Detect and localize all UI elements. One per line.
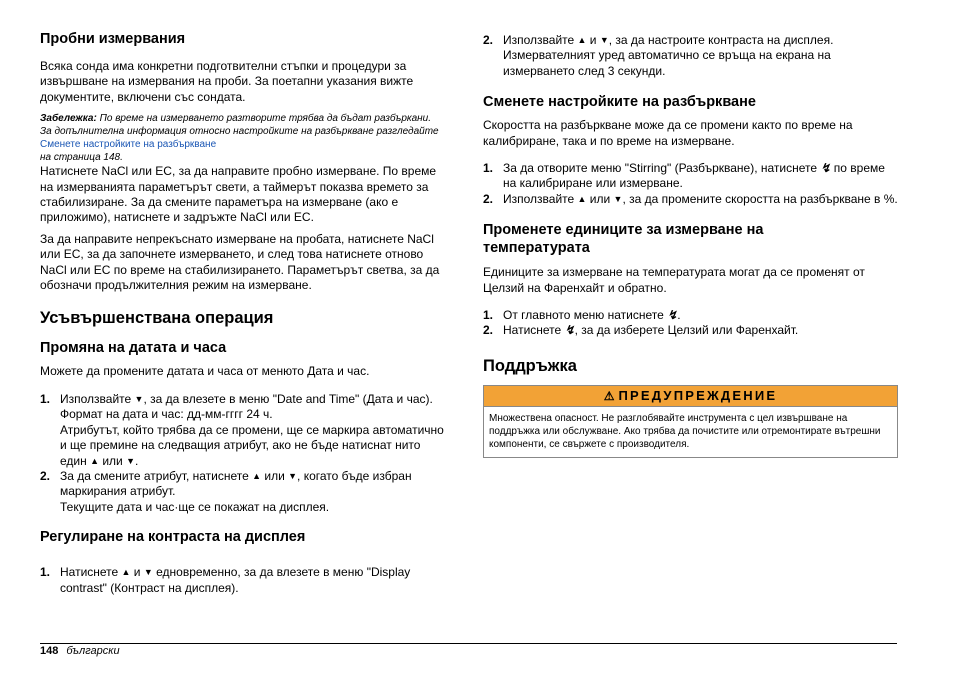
step-number: 2. — [483, 323, 494, 338]
up-arrow-icon: ▲ — [577, 35, 587, 45]
temp-steps — [483, 308, 898, 339]
contrast-steps — [40, 565, 445, 596]
warning-title: ПРЕДУПРЕЖДЕНИЕ — [618, 387, 778, 403]
section-title-test: Пробни измервания — [40, 31, 186, 47]
footer-language: български — [66, 645, 120, 657]
stir-wand-icon: ↯ — [667, 308, 678, 323]
note — [40, 112, 445, 164]
page-number: 148 — [40, 645, 59, 657]
section-title-contrast: Регулиране на контраста на дисплея — [40, 529, 306, 546]
section-title-advanced: Усъвършенствана операция — [40, 309, 274, 328]
footer-divider — [40, 643, 897, 644]
contrast-steps-continued — [483, 33, 898, 79]
note-label: Забележка: — [40, 113, 97, 125]
list-item: 2. Натиснете ↯, за да изберете Целзий или Фаренхайт. — [483, 323, 799, 338]
up-arrow-icon: ▲ — [121, 567, 131, 578]
up-arrow-icon: ▲ — [90, 455, 99, 466]
right-column — [483, 30, 898, 458]
list-item: 1. За да отворите меню "Stirring" (Разбъркване), натиснете ↯ по време на калибриране или измерване. — [483, 161, 885, 191]
warning-box — [483, 385, 898, 458]
up-arrow-icon: ▲ — [252, 470, 262, 481]
test-paragraph-3: За да направите непрекъснато измерване на пробата, натиснете NaCl или EC, за да започнете измерването, и след това натиснете отново NaCl или EC по време на стабилизирането. Параметърът светва, за да обозначи продължителния режим на измерване. — [40, 231, 440, 293]
down-arrow-icon: ▼ — [134, 393, 144, 404]
section-title-date: Промяна на датата и часа — [40, 340, 227, 357]
list-item: 1. От главното меню натиснете ↯. — [483, 308, 681, 323]
note-link[interactable]: Сменете настройките на разбъркване — [40, 139, 217, 151]
warning-triangle-icon: ⚠ — [603, 388, 615, 403]
stir-wand-icon: ↯ — [564, 323, 575, 338]
warning-text: Множествена опасност. Не разглобявайте инструмента с цел извършване на поддръжка или обслужване. Ако трябва да почистите или отремонтирате вътрешни компоненти, се свържете с производителя. — [489, 412, 881, 450]
down-arrow-icon: ▼ — [613, 193, 623, 204]
down-arrow-icon: ▼ — [599, 35, 609, 45]
down-arrow-icon: ▼ — [143, 567, 153, 578]
step-number: 2. — [40, 468, 51, 483]
step-number: 1. — [40, 565, 51, 580]
up-arrow-icon: ▲ — [577, 193, 587, 204]
test-paragraph-2: Натиснете NaCl или EC, за да направите пробно измерване. По време на измерванията параметърът свети, а таймерът показва времето за стабилизиране. За да смените параметъра на измерване (ако е приложимо), натиснете и задръжте NaCl или EC. — [40, 164, 437, 225]
left-column — [40, 30, 445, 596]
list-item: 2. Използвайте ▲ и ▼, за да настроите контраста на дисплея. Измервателният уред автоматично се връща на екрана на измерването след 3 секунди. — [483, 33, 834, 78]
list-item: 1. Използвайте ▼, за да влезете в меню "Date and Time" (Дата и час). Формат на дата и час: дд-мм-гггг 24 ч. Атрибутът, който трябва да се промени, ще се маркира автоматично и ще премине на следващия атрибут, ако не бъде натиснат нито един ▲ или ▼. — [40, 391, 444, 468]
note-text: По време на измерването разтворите трябва да бъдат разбъркани. За допълнителна информация относно настройките на разбъркване разгледайте — [40, 113, 439, 138]
note-page: на страница 148. — [40, 152, 123, 164]
down-arrow-icon: ▼ — [126, 455, 135, 466]
step-number: 2. — [483, 33, 494, 47]
step-number: 1. — [483, 161, 494, 176]
stir-steps — [483, 161, 898, 207]
date-paragraph: Можете да промените датата и часа от менюто Дата и час. — [40, 364, 370, 379]
section-title-maintenance: Поддръжка — [483, 356, 577, 375]
list-item: 2. Използвайте ▲ или ▼, за да промените скоростта на разбъркване в %. — [483, 191, 898, 206]
list-item: 2. За да смените атрибут, натиснете ▲ или ▼, когато бъде избран маркирания атрибут. Текущите дата и час·ще се покажат на дисплея. — [40, 468, 412, 514]
step-number: 2. — [483, 191, 494, 206]
footer — [40, 644, 120, 658]
step-number: 1. — [40, 391, 51, 406]
warning-header — [484, 386, 897, 407]
stir-wand-icon: ↯ — [820, 161, 831, 176]
date-steps — [40, 392, 445, 515]
section-title-stirring: Сменете настройките на разбъркване — [483, 94, 756, 111]
stir-paragraph: Скоростта на разбъркване може да се промени както по време на калибриране, така и по време на измерване. — [483, 118, 853, 148]
list-item: 1. Натиснете ▲ и ▼ едновременно, за да влезете в меню "Display contrast" (Контраст на дисплея). — [40, 565, 411, 595]
down-arrow-icon: ▼ — [288, 470, 298, 481]
temp-paragraph: Единиците за измерване на температурата могат да се променят от Целзий на Фаренхайт и обратно. — [483, 265, 865, 295]
step-number: 1. — [483, 308, 494, 323]
section-title-temperature: Променете единиците за измерване на температурата — [483, 222, 764, 257]
test-paragraph-1: Всяка сонда има конкретни подготвителни стъпки и процедури за извършване на измервания на проби. За поетапни указания вижте документите, включени със сондата. — [40, 59, 414, 104]
